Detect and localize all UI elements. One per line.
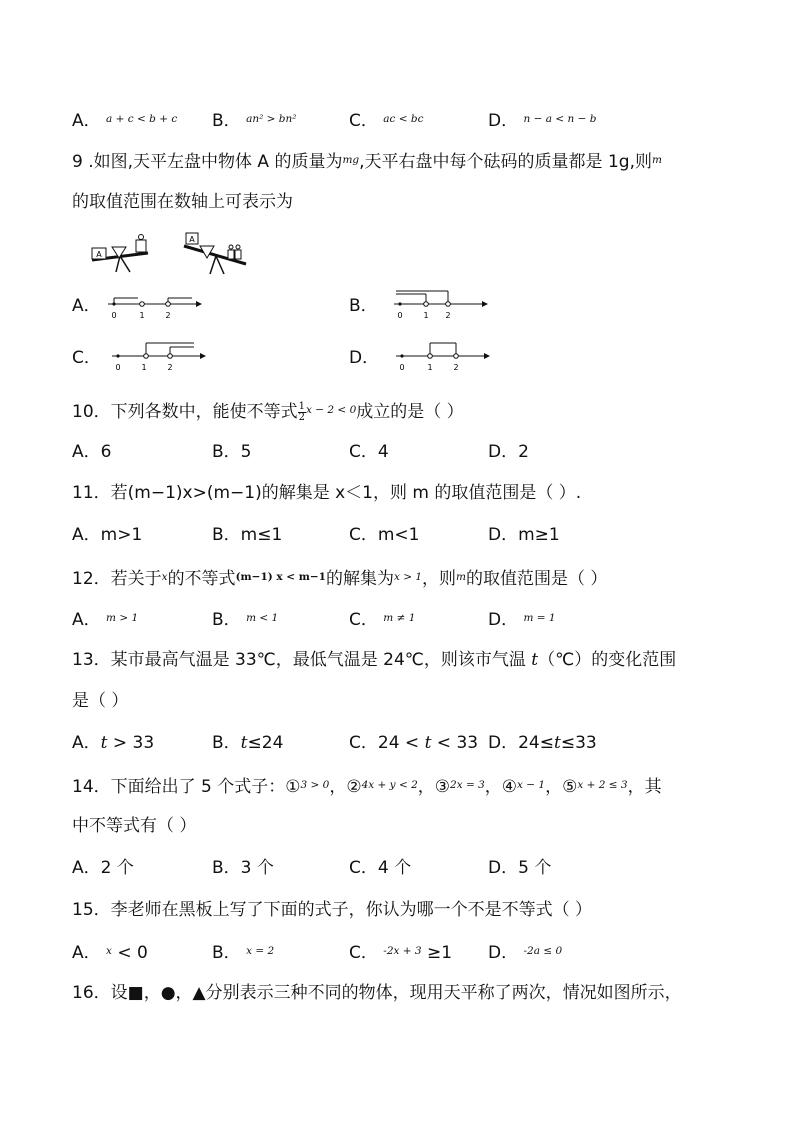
q13-stem-line1 — [72, 649, 676, 671]
q12-solution: x > 1 — [393, 571, 423, 583]
option-letter: D． — [488, 525, 519, 545]
q11-option-c — [349, 524, 420, 546]
option-letter: A． — [72, 733, 101, 753]
option-letter: C． — [349, 733, 378, 753]
option-text: 4 个 — [377, 858, 412, 878]
option-expression: m ≠ 1 — [383, 612, 416, 624]
option-letter: D． — [488, 442, 519, 462]
q14-expression-4: x − 1 — [517, 779, 546, 791]
q9-var-m: m — [651, 154, 662, 166]
option-text: m≤1 — [240, 525, 283, 545]
q15-option-c — [349, 940, 452, 964]
fraction-numerator: 1 — [298, 400, 306, 412]
q14-text: 14．下面给出了 5 个式子：① — [72, 777, 301, 797]
q9-var-mg: mg — [342, 154, 360, 166]
q10-option-c — [349, 441, 389, 463]
q14-text: ，② — [329, 777, 362, 797]
q11-option-a — [72, 524, 142, 546]
option-letter: D． — [488, 733, 519, 753]
option-letter: A． — [72, 858, 101, 878]
option-text: 2 个 — [100, 858, 134, 878]
option-letter: C． — [349, 858, 378, 878]
q12-text: 的解集为 — [325, 569, 394, 589]
q12-inequality: (m−1) x < m−1 — [235, 571, 326, 583]
q13-text: （℃）的变化范围 — [538, 650, 677, 670]
q9-option-d-letter: D． — [349, 348, 380, 368]
q12-text: ，则 — [422, 569, 457, 589]
option-letter: B． — [212, 111, 241, 131]
q16-stem: 16．设■，●，▲分别表示三种不同的物体，现用天平称了两次，情况如图所示， — [72, 983, 682, 1003]
option-text: m>1 — [100, 525, 143, 545]
q12-text: 的取值范围是（ ） — [466, 569, 608, 589]
option-expression: a + c < b + c — [106, 113, 178, 125]
q14-option-b — [212, 857, 274, 879]
q10-option-d — [488, 441, 529, 463]
option-text: 5 个 — [518, 858, 552, 878]
q15-option-d — [488, 940, 562, 964]
q10-stem — [72, 399, 464, 423]
option-letter: A． — [72, 442, 101, 462]
option-text: 3 个 — [240, 858, 274, 878]
option-var-t: t — [240, 733, 248, 753]
q12-option-d — [488, 607, 556, 631]
object-a-label: A — [96, 250, 102, 259]
option-expression: m > 1 — [106, 612, 139, 624]
left-balance-scale — [92, 235, 148, 273]
tick-label-0: 0 — [111, 311, 117, 320]
q13-option-b — [212, 732, 283, 754]
q10-option-b — [212, 441, 252, 463]
tick-label-0: 0 — [397, 311, 403, 320]
q12-var-m: m — [456, 571, 466, 583]
q10-inequality: x − 2 < 0 — [306, 404, 357, 416]
option-letter: D． — [488, 111, 519, 131]
option-text: 24 < — [377, 733, 425, 753]
tick-label-1: 1 — [139, 311, 145, 320]
option-text: 4 — [377, 442, 389, 462]
option-letter: C． — [349, 111, 378, 131]
option-letter: A． — [72, 525, 101, 545]
q9-option-b-number-line — [390, 286, 490, 322]
option-letter: B． — [212, 442, 241, 462]
q14-stem-line2: 中不等式有（ ） — [72, 816, 197, 836]
q14-expression-3: 2x = 3 — [450, 779, 485, 791]
option-letter: C． — [349, 442, 378, 462]
option-text: < 0 — [111, 943, 148, 963]
option-var-t: t — [424, 733, 432, 753]
q11-stem: 11．若(m−1)x>(m−1)的解集是 x＜1，则 m 的取值范围是（ ）. — [72, 483, 582, 503]
q14-expression-1: 3 > 0 — [300, 779, 330, 791]
q13-var-t: t — [531, 650, 539, 670]
q11-option-d — [488, 524, 560, 546]
q14-option-d — [488, 857, 551, 879]
option-letter: D． — [488, 858, 519, 878]
option-text: ≤33 — [560, 733, 597, 753]
q12-stem — [72, 566, 607, 590]
q9-text: 9 .如图,天平左盘中物体 A 的质量为 — [72, 152, 343, 172]
option-text: ≥1 — [421, 943, 453, 963]
q9-option-c-number-line — [108, 338, 208, 374]
tick-label-1: 1 — [141, 363, 147, 372]
fraction-denominator: 2 — [298, 411, 306, 423]
tick-label-1: 1 — [427, 363, 433, 372]
option-letter: C． — [349, 525, 378, 545]
option-letter: B． — [212, 610, 241, 630]
option-text: 6 — [100, 442, 112, 462]
option-expression: m < 1 — [246, 612, 279, 624]
option-expression: m = 1 — [523, 612, 556, 624]
option-text: ≤24 — [247, 733, 284, 753]
q12-option-c — [349, 607, 415, 631]
q14-text: ，③ — [417, 777, 451, 797]
option-var-t: t — [100, 733, 108, 753]
q14-option-c — [349, 857, 411, 879]
option-text: 24≤ — [518, 733, 554, 753]
option-text: 2 — [518, 442, 529, 462]
q12-option-b — [212, 607, 278, 631]
q13-text: 13．某市最高气温是 33℃，最低气温是 24℃，则该市气温 — [72, 650, 532, 670]
q12-text: 的不等式 — [167, 569, 236, 589]
option-letter: D． — [488, 610, 519, 630]
q12-text: 12．若关于 — [72, 569, 162, 589]
q10-text: 10．下列各数中，能使不等式 — [72, 402, 298, 422]
q9-stem-line2: 的取值范围在数轴上可表示为 — [72, 192, 293, 212]
option-expression: -2x + 3 — [383, 945, 422, 957]
option-letter: B． — [212, 525, 241, 545]
option-expression: x = 2 — [246, 945, 275, 957]
q9-text: ,天平右盘中每个砝码的质量都是 1g,则 — [359, 152, 652, 172]
q14-text: ，⑤ — [545, 777, 578, 797]
q10-fraction — [298, 402, 306, 423]
q8-option-c — [349, 108, 424, 132]
q9-option-c-letter: C． — [72, 348, 101, 368]
tick-label-0: 0 — [399, 363, 405, 372]
tick-label-2: 2 — [453, 363, 459, 372]
q10-option-a — [72, 441, 111, 463]
q13-option-d — [488, 732, 597, 754]
q9-option-a-number-line — [104, 290, 204, 322]
q12-var-x: x — [161, 571, 168, 583]
option-expression: n − a < n − b — [523, 113, 597, 125]
option-text: m<1 — [377, 525, 420, 545]
object-a-label: A — [189, 235, 195, 244]
option-expression: x — [106, 945, 112, 957]
q14-text: ，其 — [627, 777, 662, 797]
option-text: > 33 — [107, 733, 155, 753]
q15-option-a — [72, 940, 148, 964]
q8-option-b — [212, 108, 296, 132]
q14-expression-2: 4x + y < 2 — [361, 779, 418, 791]
q13-option-a — [72, 732, 154, 754]
tick-label-2: 2 — [167, 363, 173, 372]
q9-option-d-number-line — [392, 338, 492, 374]
q15-option-b — [212, 940, 274, 964]
option-text: m≥1 — [518, 525, 560, 545]
option-letter: A． — [72, 943, 101, 963]
option-letter: B． — [212, 943, 241, 963]
option-letter: B． — [212, 733, 241, 753]
tick-label-1: 1 — [423, 311, 429, 320]
option-text: 5 — [240, 442, 252, 462]
q14-option-a — [72, 857, 134, 879]
q14-text: ，④ — [484, 777, 518, 797]
option-expression: an² > bn² — [246, 113, 297, 125]
q11-option-b — [212, 524, 282, 546]
q13-option-c — [349, 732, 478, 754]
balance-scales-figure — [86, 228, 256, 280]
tick-label-2: 2 — [445, 311, 451, 320]
q13-stem-line2: 是（ ） — [72, 691, 129, 711]
right-balance-scale — [184, 233, 246, 274]
q15-stem: 15．李老师在黑板上写了下面的式子，你认为哪一个不是不等式（ ） — [72, 900, 593, 920]
q9-stem-line1 — [72, 149, 662, 173]
q9-option-a-letter: A． — [72, 296, 101, 316]
q10-text: 成立的是（ ） — [356, 402, 464, 422]
option-expression: ac < bc — [383, 113, 424, 125]
q9-option-b-letter: B． — [349, 296, 378, 316]
option-letter: C． — [349, 610, 378, 630]
tick-label-2: 2 — [165, 311, 171, 320]
option-letter: C． — [349, 943, 378, 963]
option-letter: A． — [72, 610, 101, 630]
option-var-t: t — [553, 733, 561, 753]
option-letter: D． — [488, 943, 519, 963]
option-text: < 33 — [431, 733, 479, 753]
option-letter: B． — [212, 858, 241, 878]
q14-stem-line1 — [72, 774, 662, 798]
tick-label-0: 0 — [115, 363, 121, 372]
option-expression: -2a ≤ 0 — [523, 945, 563, 957]
q8-option-d — [488, 108, 596, 132]
option-letter: A． — [72, 111, 101, 131]
q8-option-a — [72, 108, 177, 132]
q12-option-a — [72, 607, 138, 631]
q14-expression-5: x + 2 ≤ 3 — [577, 779, 628, 791]
